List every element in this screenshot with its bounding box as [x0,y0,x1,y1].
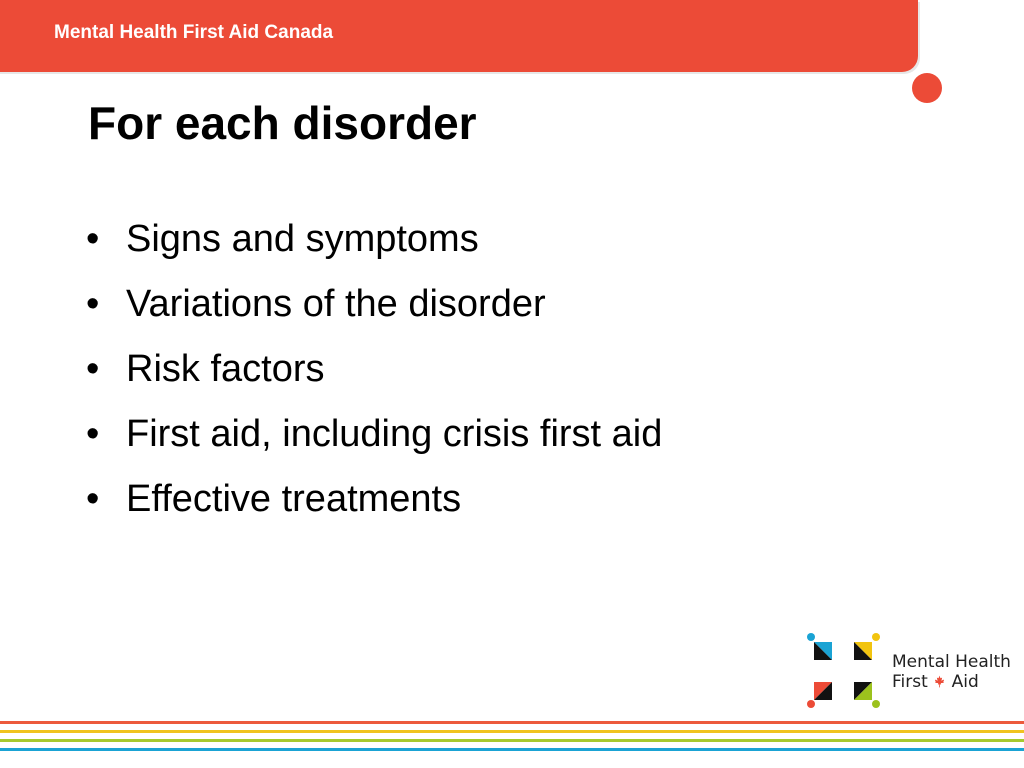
bullet-text: Risk factors [126,348,325,390]
logo-aid: Aid [951,672,979,692]
logo-mark-icon [806,632,886,710]
organization-name: Mental Health First Aid Canada [54,22,334,43]
logo-first: First [892,672,928,692]
bullet-marker: • [86,478,100,520]
bullet-marker: • [86,283,100,325]
bullet-text: Effective treatments [126,478,462,520]
logo-wordmark [892,652,1011,692]
mhfa-logo [806,632,1022,710]
bullet-text: First aid, including crisis first aid [126,413,663,455]
slide-title: For each disorder [88,97,477,149]
bullet-text: Variations of the disorder [126,283,546,325]
footer-line-red [0,721,1024,724]
bullet-text: Signs and symptoms [126,218,479,260]
bullet-marker: • [86,348,100,390]
footer-line-blue [0,748,1024,751]
logo-line-1: Mental Health [892,652,1011,672]
footer-line-green [0,739,1024,742]
header-band [0,0,918,72]
bullet-marker: • [86,218,100,260]
bullet-marker: • [86,413,100,455]
accent-dot [912,73,942,103]
maple-leaf-icon [933,675,946,688]
logo-line-2 [892,672,1011,692]
footer-line-yellow [0,730,1024,733]
